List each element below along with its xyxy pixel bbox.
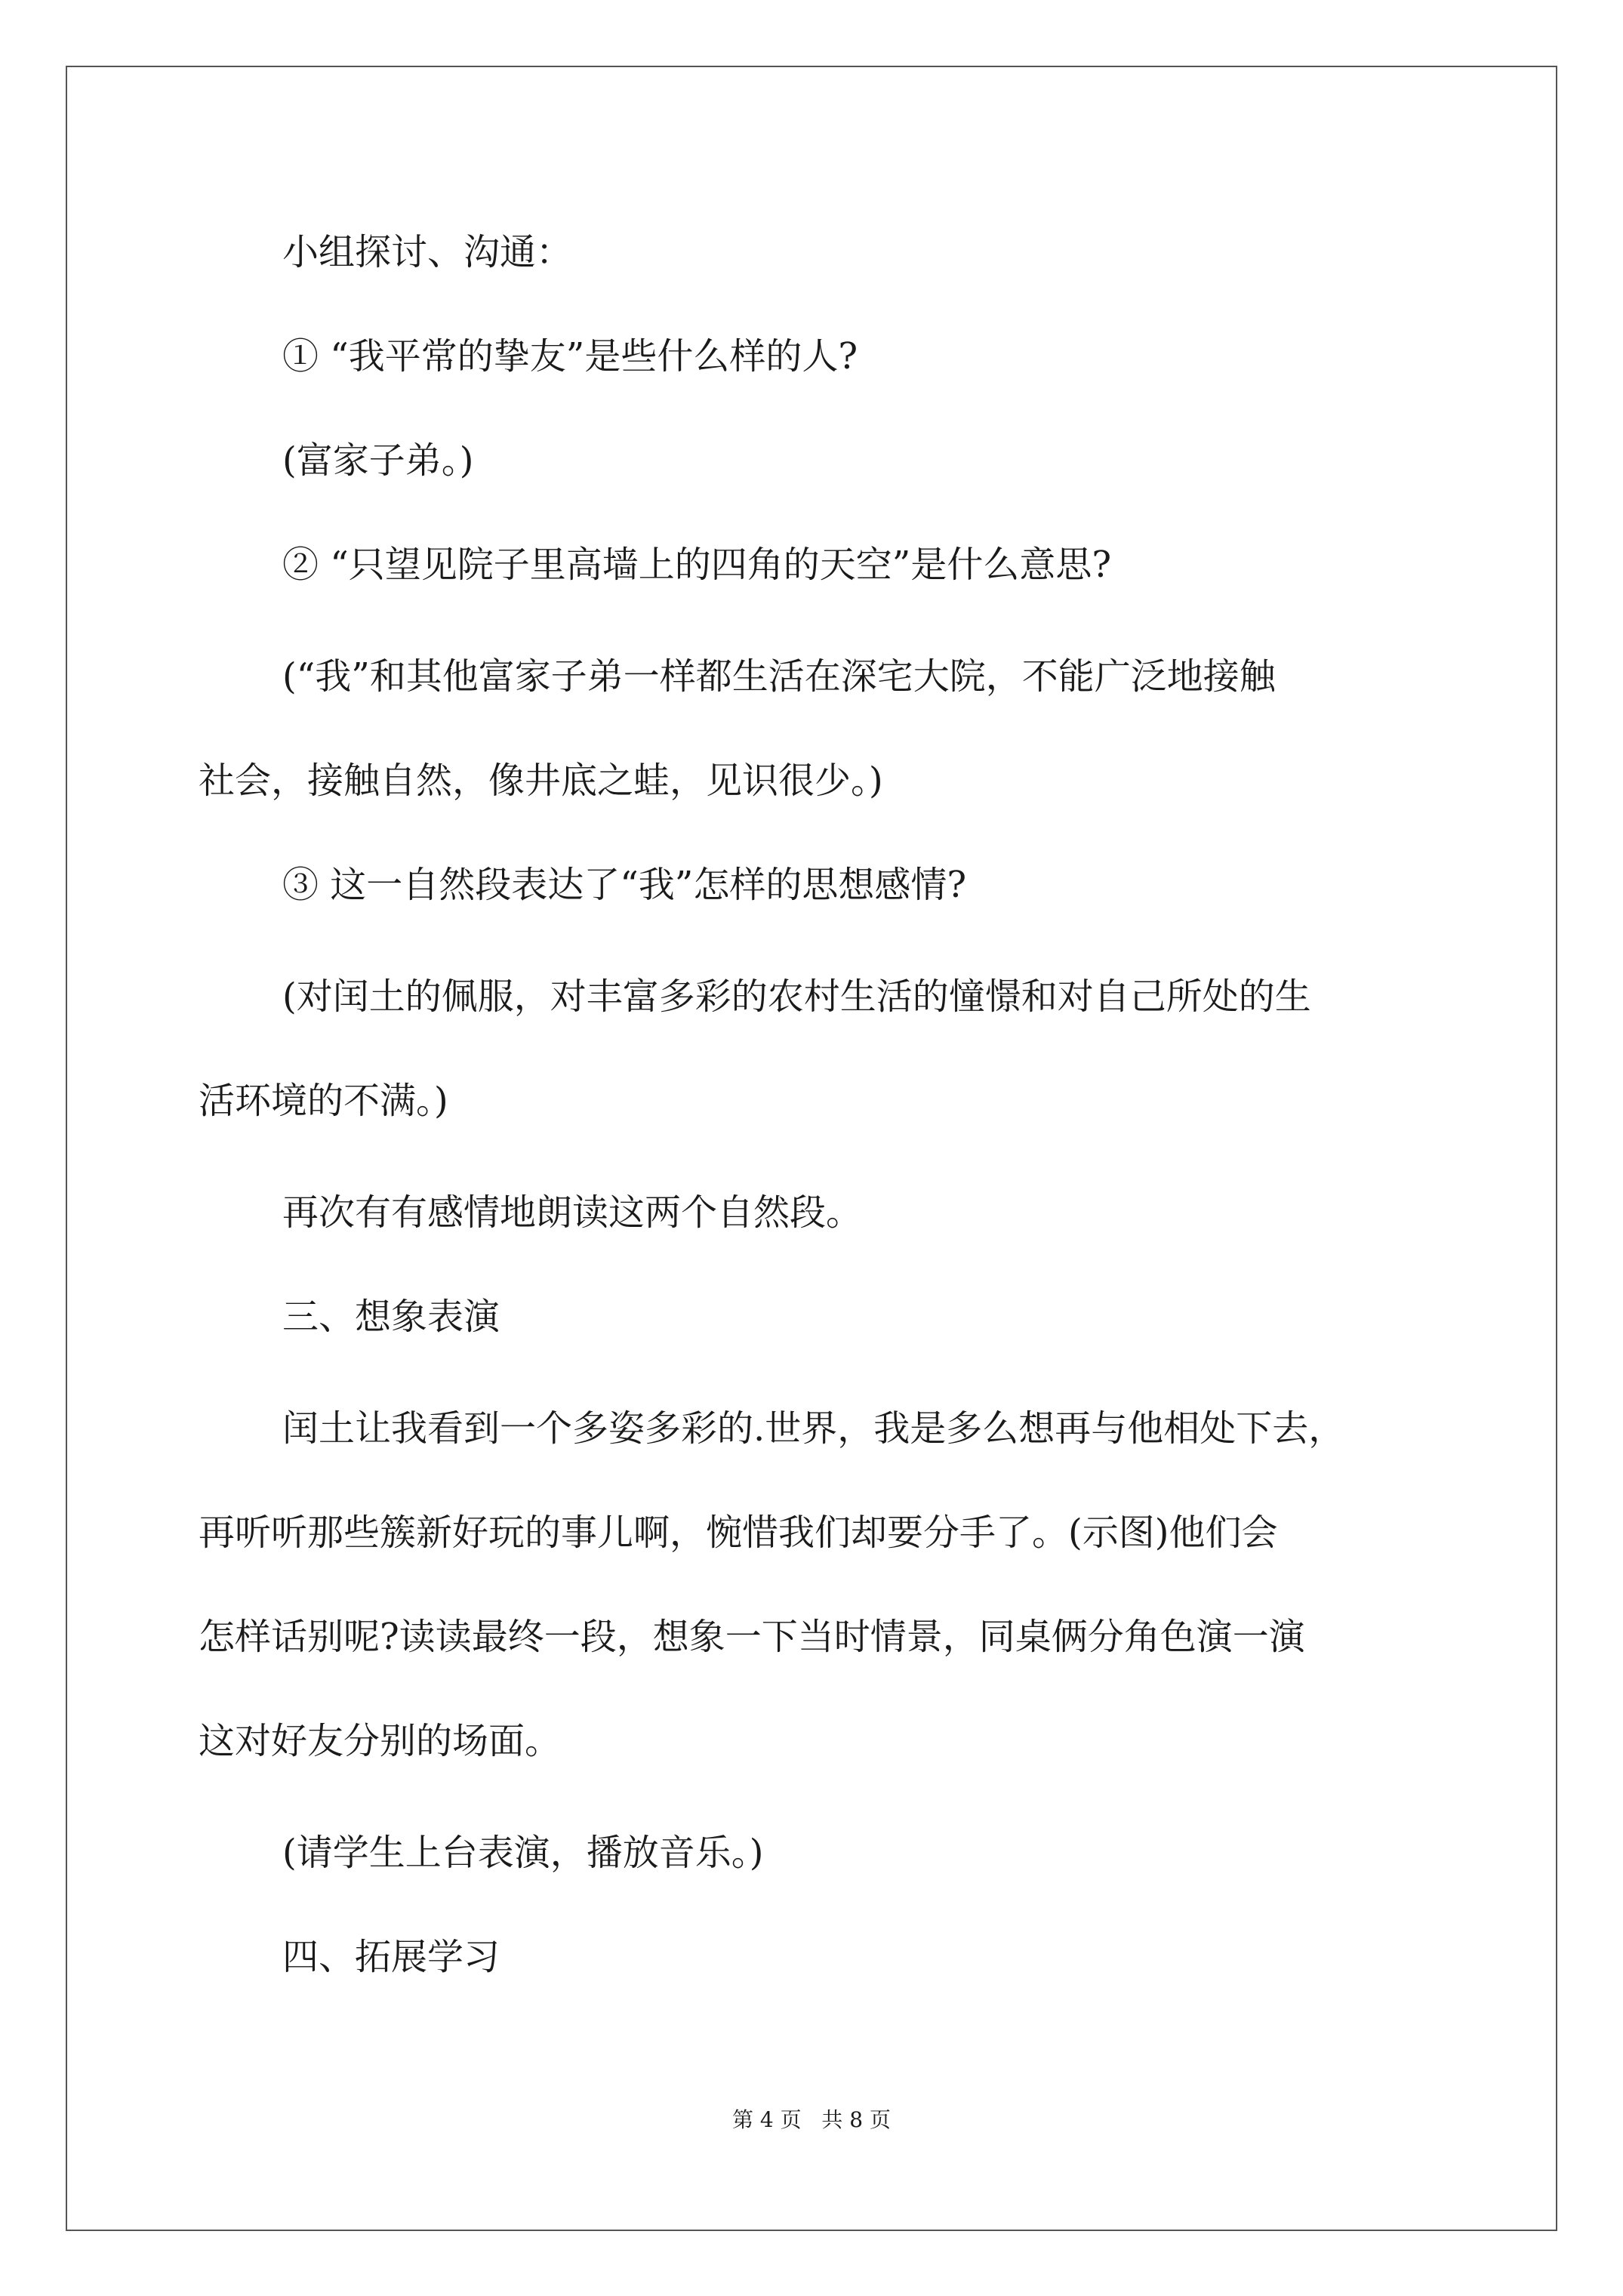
- section-heading: 四、拓展学习: [282, 1936, 500, 1978]
- page-number: 第 4 页 共 8 页: [732, 2107, 891, 2132]
- text-line: 这对好友分别的场面。: [199, 1720, 562, 1762]
- text-line: 怎样话别呢?读读最终一段，想象一下当时情景，同桌俩分角色演一演: [199, 1616, 1305, 1658]
- text-line: 社会，接触自然，像井底之蛙，见识很少。): [199, 760, 883, 802]
- text-line: 小组探讨、沟通：: [282, 231, 573, 273]
- text-line: (对闰土的佩服，对丰富多彩的农村生活的憧憬和对自己所处的生: [282, 975, 1311, 1018]
- text-line: 活环境的不满。): [199, 1080, 448, 1122]
- section-heading: 三、想象表演: [282, 1296, 500, 1338]
- text-line: 再次有有感情地朗读这两个自然段。: [282, 1191, 863, 1234]
- text-line: ② “只望见院子里高墙上的四角的天空”是什么意思?: [282, 544, 1112, 586]
- text-line: 闰土让我看到一个多姿多彩的.世界，我是多么想再与他相处下去，: [282, 1407, 1345, 1450]
- text-line: ③ 这一自然段表达了“我”怎样的思想感情?: [282, 864, 967, 906]
- text-line: 再听听那些簇新好玩的事儿啊，惋惜我们却要分手了。(示图)他们会: [199, 1512, 1278, 1554]
- text-line: (请学生上台表演，播放音乐。): [282, 1832, 764, 1874]
- text-line: ① “我平常的挚友”是些什么样的人?: [282, 335, 858, 378]
- text-line: (富家子弟。): [282, 439, 474, 482]
- page-border: [66, 66, 1557, 2231]
- text-line: (“我”和其他富家子弟一样都生活在深宅大院，不能广泛地接触: [282, 655, 1276, 698]
